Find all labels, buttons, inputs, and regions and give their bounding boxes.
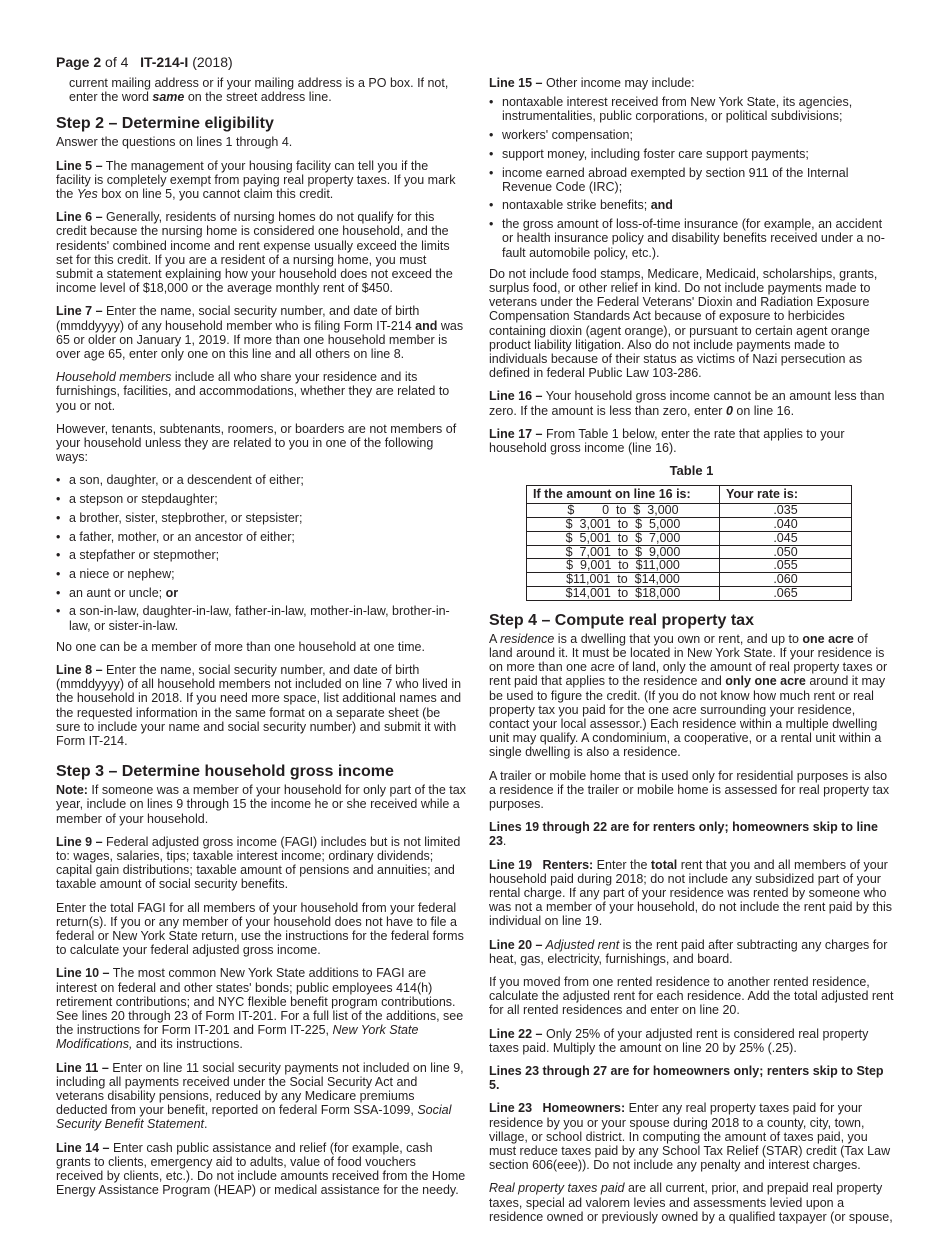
other-income-list xyxy=(489,95,894,260)
line19-paragraph: Line 19 Renters: Enter the total rent that you and all members of your household paid during 2018; do not include any subsidized part of your rental charge. If any part of your residence was rented by someone who was not a member of your household, do not include the rent paid by this individual on line 19. xyxy=(489,857,893,929)
table-row xyxy=(527,545,852,559)
page-header xyxy=(56,54,233,70)
table-cell-range: $ 3,001 to $ 5,000 xyxy=(527,517,720,531)
table-cell-rate: .065 xyxy=(720,586,852,600)
list-item: • a son, daughter, or a descendent of either; xyxy=(56,473,466,487)
table-header-amount: If the amount on line 16 is: xyxy=(527,486,720,504)
list-item: • an aunt or uncle; or xyxy=(56,586,466,600)
table-cell-range: $14,001 to $18,000 xyxy=(527,586,720,600)
line8-paragraph: Line 8 – Enter the name, social security number, and date of birth (mmddyyyy) of all household members not included on line 7 who lived in the household in 2018. If you need more space, list additional names and the requested information in the same format on a separate sheet (be sure to include your name and social security number) and submit it with Form IT-214. xyxy=(56,663,462,749)
line22-paragraph: Line 22 – Only 25% of your adjusted rent is considered real property taxes paid. Multiply the amount on line 20 by 25% (.25). xyxy=(489,1026,869,1055)
line14-paragraph: Line 14 – Enter cash public assistance and relief (for example, cash grants to clients, emergency aid to adults, value of food vouchers received by clients, etc.). Do not include amounts received from the Home Energy Assistance Program (HEAP) or medical assistance for the needy. xyxy=(56,1140,466,1198)
however-paragraph: However, tenants, subtenants, roomers, or boarders are not members of your household unless they are related to you in one of the following ways: xyxy=(56,421,457,465)
line9-paragraph: Line 9 – Federal adjusted gross income (FAGI) includes but is not limited to: wages, salaries, tips; taxable interest income; ordinary dividends; capital gain distributions; taxable amount of pensions and annuities; and taxable amount of social security benefits. xyxy=(56,834,461,892)
table-cell-range: $ 0 to $ 3,000 xyxy=(527,504,720,518)
step4-heading: Step 4 – Compute real property tax xyxy=(489,611,754,629)
list-item: • income earned abroad exempted by section 911 of the Internal Revenue Code (IRC); xyxy=(489,166,894,194)
moved-paragraph: If you moved from one rented residence to another rented residence, calculate the adjusted rent for each residence. Add the total adjusted rent for all rented residences and enter on line 20. xyxy=(489,975,894,1018)
list-item: • a brother, sister, stepbrother, or stepsister; xyxy=(56,511,466,525)
relations-list xyxy=(56,473,466,632)
rate-table-body xyxy=(527,504,852,601)
step2-intro: Answer the questions on lines 1 through 4. xyxy=(56,135,293,150)
table-header-rate: Your rate is: xyxy=(720,486,852,504)
table-row xyxy=(527,586,852,600)
table-cell-range: $ 5,001 to $ 7,000 xyxy=(527,531,720,545)
table-cell-rate: .050 xyxy=(720,545,852,559)
list-item: • a stepson or stepdaughter; xyxy=(56,492,466,506)
rate-table xyxy=(526,485,852,600)
table-row xyxy=(527,531,852,545)
list-item: • a son-in-law, daughter-in-law, father-in-law, mother-in-law, brother-in-law, or sister-in-law. xyxy=(56,604,466,632)
fagi-paragraph: Enter the total FAGI for all members of your household from your federal return(s). If you or any member of your household does not have to file a federal or New York State return, use the instructions for the federal forms to calculate your federal adjusted gross income. xyxy=(56,900,464,958)
table-row xyxy=(527,504,852,518)
table-row xyxy=(527,573,852,587)
step3-heading: Step 3 – Determine household gross income xyxy=(56,763,394,781)
one-household-paragraph: No one can be a member of more than one household at one time. xyxy=(56,639,425,654)
list-item: • nontaxable strike benefits; and xyxy=(489,198,894,212)
page-number: Page 2 xyxy=(56,54,102,70)
table-title: Table 1 xyxy=(669,463,714,479)
list-item: • a father, mother, or an ancestor of either; xyxy=(56,530,466,544)
line17-paragraph: Line 17 – From Table 1 below, enter the rate that applies to your household gross income (line 16). xyxy=(489,426,845,455)
line5-paragraph: Line 5 – The management of your housing facility can tell you if the facility is completely exempt from paying real property taxes. If you mark the Yes box on line 5, you cannot claim this credit. xyxy=(56,158,456,202)
left-column xyxy=(56,76,466,1207)
table-cell-rate: .040 xyxy=(720,517,852,531)
exclude-paragraph: Do not include food stamps, Medicare, Medicaid, scholarships, grants, surplus food, or other relief in kind. Do not include payments made to veterans under the Federal Veterans' Dioxin and Radiation Exposure Compensation Standards Act because of exposure to herbicides containing dioxin (agent orange), or pursuant to certain agent orange product liability litigation. Also do not include payments made to individuals because of their status as victims of Nazi persecution as defined in federal Public Law 103-286. xyxy=(489,266,878,381)
page-count: of 4 xyxy=(101,54,141,70)
list-item: • workers' compensation; xyxy=(489,128,894,142)
table-cell-range: $ 7,001 to $ 9,000 xyxy=(527,545,720,559)
table-cell-rate: .045 xyxy=(720,531,852,545)
line23-paragraph: Line 23 Homeowners: Enter any real property taxes paid for your residence by you or your spouse during 2018 to a county, city, town, village, or school district. In computing the amount of taxes paid, you must reduce taxes paid by any School Tax Relief (STAR) credit (Tax Law section 606(eee)). Do not include any penalty and interest charges. xyxy=(489,1101,891,1173)
list-item: • support money, including foster care support payments; xyxy=(489,147,894,161)
table-cell-rate: .035 xyxy=(720,504,852,518)
table-row xyxy=(527,559,852,573)
form-number: IT-214-I xyxy=(140,54,189,70)
line20-paragraph: Line 20 – Adjusted rent is the rent paid after subtracting any charges for heat, gas, electricity, furnishings, and board. xyxy=(489,937,888,966)
homeowners-only-note: Lines 23 through 27 are for homeowners only; renters skip to Step 5. xyxy=(489,1064,884,1093)
line7-paragraph: Line 7 – Enter the name, social security number, and date of birth (mmddyyyy) of any household member who is filing Form IT-214 and was 65 or older on January 1, 2019. If more than one household member is over age 65, enter only one on this line and all others on line 8. xyxy=(56,304,464,362)
line6-paragraph: Line 6 – Generally, residents of nursing homes do not qualify for this credit because the nursing home is considered one household, and the residents' combined income and rent expense usually exceed the limits set for this credit. If you are a resident of a nursing home, you must submit a statement explaining how your household does not exceed the income level of $18,000 or the average monthly rent of $450. xyxy=(56,210,453,296)
table-cell-rate: .055 xyxy=(720,559,852,573)
list-item: • a stepfather or stepmother; xyxy=(56,548,466,562)
table-header-row xyxy=(527,486,852,504)
list-item: • the gross amount of loss-of-time insurance (for example, an accident or health insurance policy and disability benefits received under a no-fault automobile policy, etc.). xyxy=(489,217,894,260)
address-continuation: current mailing address or if your mailing address is a PO box. If not, enter the word same on the street address line. xyxy=(69,76,449,105)
trailer-paragraph: A trailer or mobile home that is used only for residential purposes is also a residence if the trailer or mobile home is assessed for real property tax purposes. xyxy=(489,768,890,811)
real-property-taxes-paragraph: Real property taxes paid are all current, prior, and prepaid real property taxes, special ad valorem levies and assessments levied upon a residence owned or previously owned by a qualified taxpayer (or spouse, xyxy=(489,1181,893,1224)
renters-only-note: Lines 19 through 22 are for renters only; homeowners skip to line 23. xyxy=(489,820,878,849)
right-column xyxy=(489,76,894,1233)
table-cell-range: $11,001 to $14,000 xyxy=(527,573,720,587)
table-cell-rate: .060 xyxy=(720,573,852,587)
line11-paragraph: Line 11 – Enter on line 11 social security payments not included on line 9, including all payments received under the Social Security Act and veterans disability pensions, reduced by any Medicare premiums deducted from your benefit, reported on federal Form SSA-1099, Social Security Benefit Statement. xyxy=(56,1060,464,1132)
list-item: • a niece or nephew; xyxy=(56,567,466,581)
note-paragraph: Note: If someone was a member of your household for only part of the tax year, include on lines 9 through 15 the income he or she received while a member of your household. xyxy=(56,783,466,826)
line16-paragraph: Line 16 – Your household gross income cannot be an amount less than zero. If the amount is less than zero, enter 0 on line 16. xyxy=(489,389,885,418)
step2-heading: Step 2 – Determine eligibility xyxy=(56,115,274,133)
table-row xyxy=(527,517,852,531)
form-year: (2018) xyxy=(188,54,233,70)
list-item: • nontaxable interest received from New York State, its agencies, instrumentalities, public corporations, or political subdivisions; xyxy=(489,95,894,123)
line10-paragraph: Line 10 – The most common New York State additions to FAGI are interest on federal and other states' bonds; public employees 414(h) retirement contributions; and NYC flexible benefit program contributions. See lines 20 through 23 of Form IT-201. For a full list of the additions, see the instructions for Form IT-201 and Form IT-225, New York State Modifications, and its instructions. xyxy=(56,966,464,1052)
household-members-paragraph: Household members include all who share your residence and its furnishings, facilities, and accommodations, whether they are related to you or not. xyxy=(56,370,450,413)
residence-paragraph: A residence is a dwelling that you own or rent, and up to one acre of land around it. It must be located in New York State. If your residence is on more than one acre of land, only the amount of real property taxes or rent paid that applies to the residence and only one acre around it may be used to figure the credit. (If you do not know how much rent or real property tax you paid for the one acre surrounding your residence, contact your local assessor.) Each residence within a multiple dwelling unit may qualify. A condominium, a cooperative, or a rental unit within a single dwelling is also a residence. xyxy=(489,631,888,760)
table-cell-range: $ 9,001 to $11,000 xyxy=(527,559,720,573)
line15-paragraph: Line 15 – Other income may include: xyxy=(489,76,695,90)
